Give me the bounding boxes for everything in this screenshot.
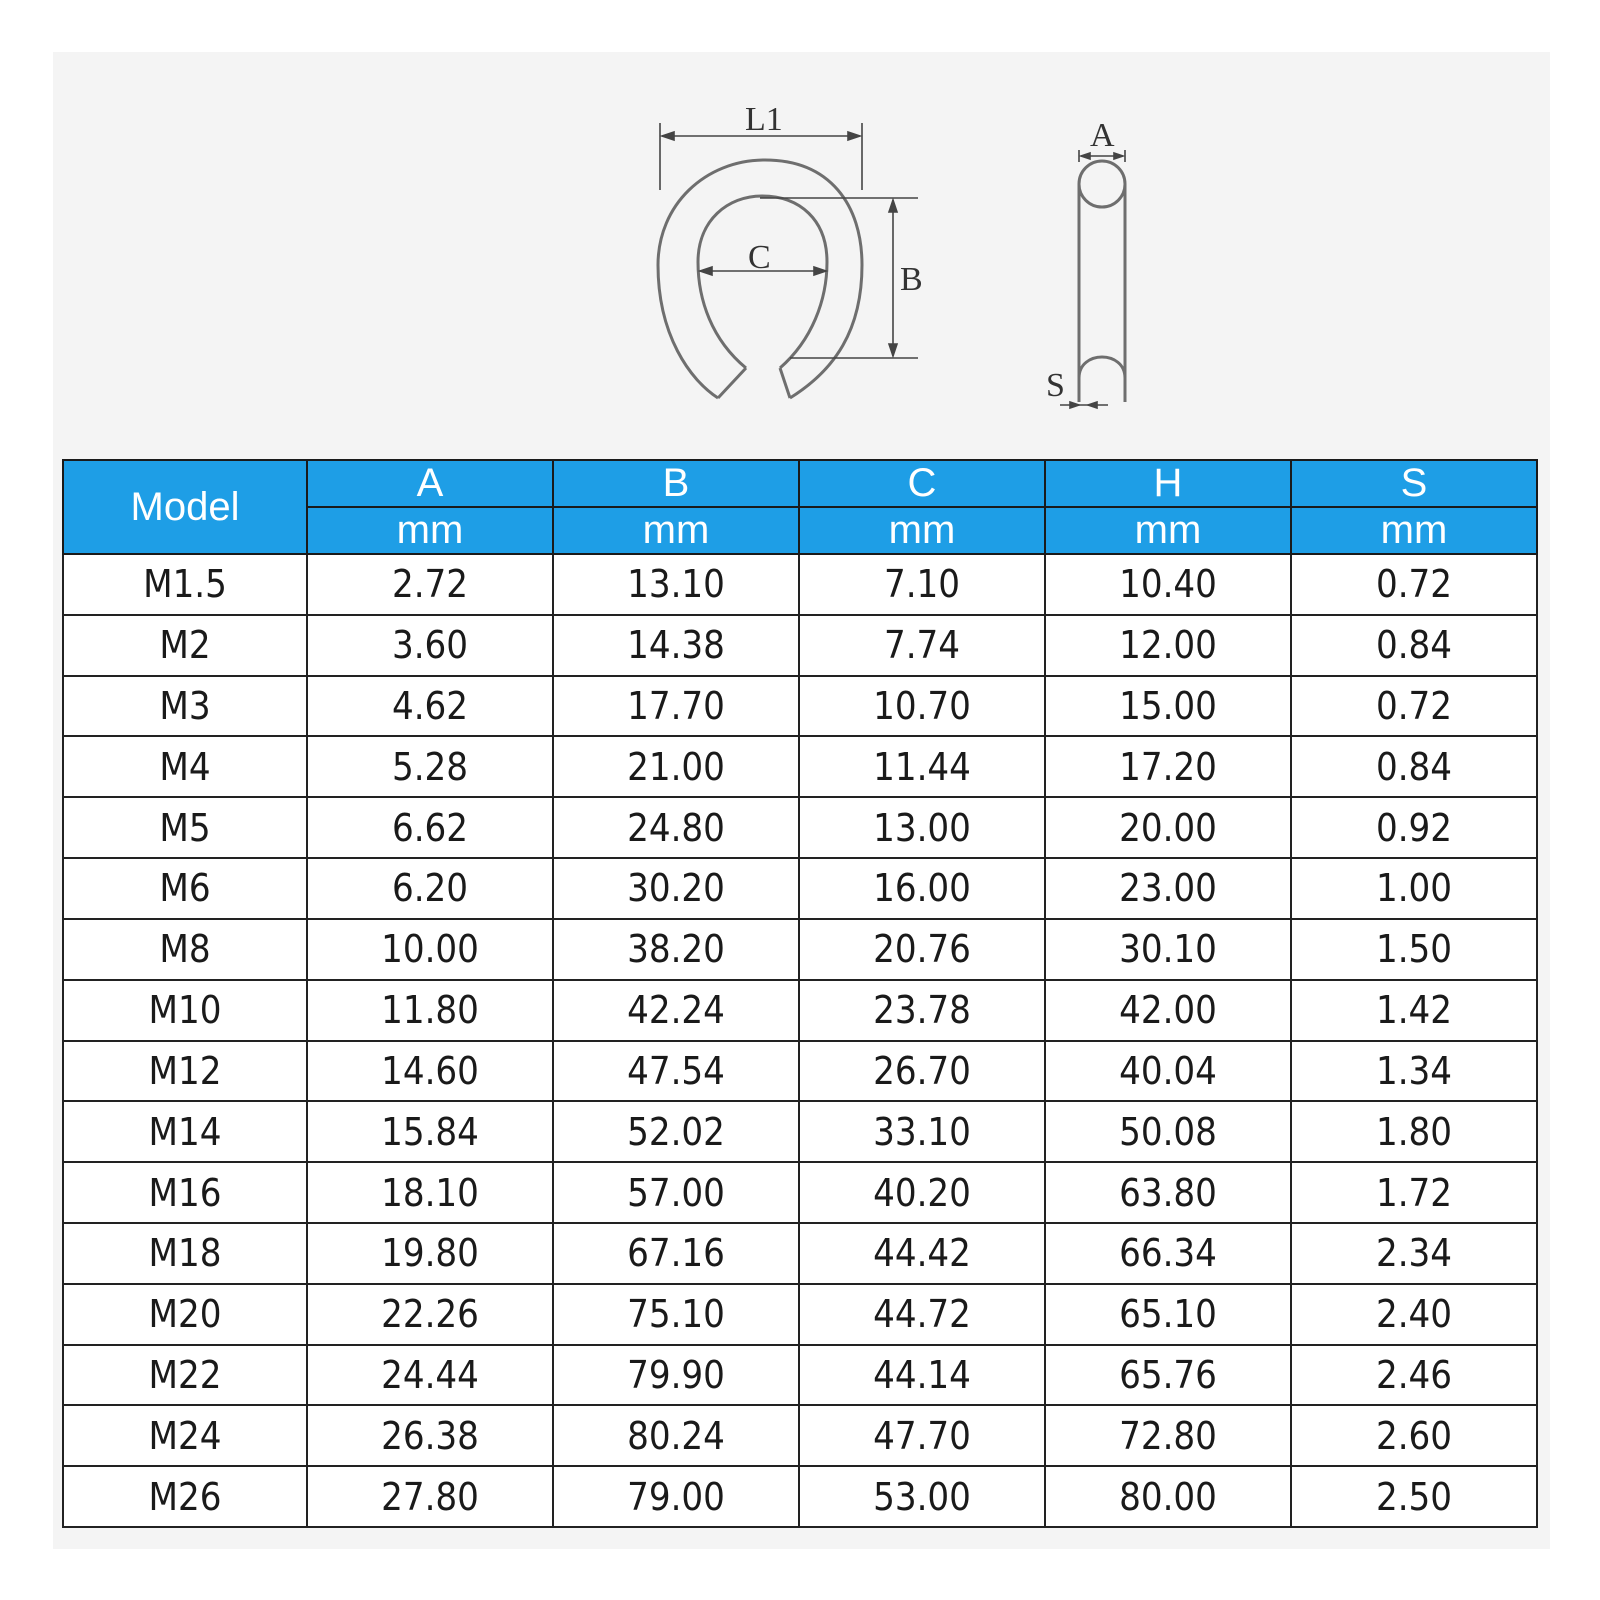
table-header bbox=[63, 460, 1537, 554]
b-cell: 13.10 bbox=[553, 554, 799, 615]
c-cell: 20.76 bbox=[799, 919, 1045, 980]
c-cell: 40.20 bbox=[799, 1162, 1045, 1223]
c-cell: 44.72 bbox=[799, 1284, 1045, 1345]
table-row bbox=[63, 797, 1537, 858]
c-cell: 33.10 bbox=[799, 1101, 1045, 1162]
s-cell: 0.84 bbox=[1291, 615, 1537, 676]
a-cell: 18.10 bbox=[307, 1162, 553, 1223]
b-cell: 75.10 bbox=[553, 1284, 799, 1345]
table-row bbox=[63, 1162, 1537, 1223]
a-cell: 10.00 bbox=[307, 919, 553, 980]
a-cell: 19.80 bbox=[307, 1223, 553, 1284]
header-row-names bbox=[63, 460, 1537, 507]
c-cell: 7.74 bbox=[799, 615, 1045, 676]
s-cell: 1.80 bbox=[1291, 1101, 1537, 1162]
ring-front-view bbox=[658, 160, 862, 398]
table-row bbox=[63, 736, 1537, 797]
s-cell: 2.46 bbox=[1291, 1345, 1537, 1406]
s-cell: 0.72 bbox=[1291, 554, 1537, 615]
table-row bbox=[63, 615, 1537, 676]
model-cell: M2 bbox=[63, 615, 307, 676]
h-cell: 66.34 bbox=[1045, 1223, 1291, 1284]
ring-side-view bbox=[1079, 161, 1125, 402]
a-cell: 5.28 bbox=[307, 736, 553, 797]
column-header-a: A bbox=[307, 460, 553, 507]
label-a: A bbox=[1090, 117, 1115, 154]
b-cell: 79.00 bbox=[553, 1466, 799, 1527]
b-cell: 14.38 bbox=[553, 615, 799, 676]
model-cell: M1.5 bbox=[63, 554, 307, 615]
c-cell: 44.42 bbox=[799, 1223, 1045, 1284]
h-cell: 42.00 bbox=[1045, 980, 1291, 1041]
a-cell: 4.62 bbox=[307, 676, 553, 737]
a-cell: 24.44 bbox=[307, 1345, 553, 1406]
table-row bbox=[63, 1466, 1537, 1527]
model-cell: M26 bbox=[63, 1466, 307, 1527]
ring-dimension-diagram bbox=[0, 0, 1600, 440]
h-cell: 40.04 bbox=[1045, 1041, 1291, 1102]
a-cell: 22.26 bbox=[307, 1284, 553, 1345]
b-cell: 30.20 bbox=[553, 858, 799, 919]
s-cell: 1.42 bbox=[1291, 980, 1537, 1041]
table-row bbox=[63, 858, 1537, 919]
model-cell: M10 bbox=[63, 980, 307, 1041]
c-cell: 23.78 bbox=[799, 980, 1045, 1041]
s-cell: 2.60 bbox=[1291, 1405, 1537, 1466]
b-cell: 42.24 bbox=[553, 980, 799, 1041]
s-cell: 1.50 bbox=[1291, 919, 1537, 980]
table-row bbox=[63, 1041, 1537, 1102]
c-cell: 53.00 bbox=[799, 1466, 1045, 1527]
label-l1: L1 bbox=[745, 101, 783, 138]
h-cell: 12.00 bbox=[1045, 615, 1291, 676]
s-cell: 2.50 bbox=[1291, 1466, 1537, 1527]
model-cell: M24 bbox=[63, 1405, 307, 1466]
model-cell: M4 bbox=[63, 736, 307, 797]
c-cell: 13.00 bbox=[799, 797, 1045, 858]
s-cell: 1.34 bbox=[1291, 1041, 1537, 1102]
model-cell: M3 bbox=[63, 676, 307, 737]
h-cell: 20.00 bbox=[1045, 797, 1291, 858]
a-cell: 14.60 bbox=[307, 1041, 553, 1102]
table-row bbox=[63, 1345, 1537, 1406]
h-cell: 30.10 bbox=[1045, 919, 1291, 980]
b-cell: 17.70 bbox=[553, 676, 799, 737]
h-cell: 80.00 bbox=[1045, 1466, 1291, 1527]
model-cell: M20 bbox=[63, 1284, 307, 1345]
model-cell: M5 bbox=[63, 797, 307, 858]
h-cell: 72.80 bbox=[1045, 1405, 1291, 1466]
h-cell: 65.10 bbox=[1045, 1284, 1291, 1345]
c-cell: 11.44 bbox=[799, 736, 1045, 797]
h-cell: 23.00 bbox=[1045, 858, 1291, 919]
table-row bbox=[63, 676, 1537, 737]
column-header-b: B bbox=[553, 460, 799, 507]
b-cell: 52.02 bbox=[553, 1101, 799, 1162]
column-header-s: S bbox=[1291, 460, 1537, 507]
h-cell: 65.76 bbox=[1045, 1345, 1291, 1406]
s-cell: 0.84 bbox=[1291, 736, 1537, 797]
a-cell: 11.80 bbox=[307, 980, 553, 1041]
unit-header-b: mm bbox=[553, 507, 799, 554]
s-cell: 2.34 bbox=[1291, 1223, 1537, 1284]
table-row bbox=[63, 1101, 1537, 1162]
table-body bbox=[63, 554, 1537, 1527]
c-cell: 10.70 bbox=[799, 676, 1045, 737]
b-cell: 57.00 bbox=[553, 1162, 799, 1223]
model-cell: M14 bbox=[63, 1101, 307, 1162]
s-cell: 1.00 bbox=[1291, 858, 1537, 919]
c-cell: 47.70 bbox=[799, 1405, 1045, 1466]
a-cell: 26.38 bbox=[307, 1405, 553, 1466]
specification-table bbox=[62, 459, 1538, 1528]
unit-header-a: mm bbox=[307, 507, 553, 554]
label-s: S bbox=[1046, 367, 1065, 404]
s-cell: 0.92 bbox=[1291, 797, 1537, 858]
dimension-lines bbox=[660, 123, 918, 358]
a-cell: 6.62 bbox=[307, 797, 553, 858]
column-header-h: H bbox=[1045, 460, 1291, 507]
table-row bbox=[63, 980, 1537, 1041]
c-cell: 26.70 bbox=[799, 1041, 1045, 1102]
b-cell: 80.24 bbox=[553, 1405, 799, 1466]
label-c: C bbox=[748, 239, 771, 276]
b-cell: 79.90 bbox=[553, 1345, 799, 1406]
model-cell: M18 bbox=[63, 1223, 307, 1284]
h-cell: 50.08 bbox=[1045, 1101, 1291, 1162]
c-cell: 7.10 bbox=[799, 554, 1045, 615]
model-cell: M16 bbox=[63, 1162, 307, 1223]
unit-header-c: mm bbox=[799, 507, 1045, 554]
b-cell: 21.00 bbox=[553, 736, 799, 797]
side-dimension-lines bbox=[1060, 150, 1125, 408]
b-cell: 47.54 bbox=[553, 1041, 799, 1102]
model-cell: M6 bbox=[63, 858, 307, 919]
a-cell: 3.60 bbox=[307, 615, 553, 676]
s-cell: 2.40 bbox=[1291, 1284, 1537, 1345]
table-row bbox=[63, 554, 1537, 615]
label-b: B bbox=[900, 261, 923, 298]
a-cell: 6.20 bbox=[307, 858, 553, 919]
h-cell: 10.40 bbox=[1045, 554, 1291, 615]
model-cell: M22 bbox=[63, 1345, 307, 1406]
a-cell: 2.72 bbox=[307, 554, 553, 615]
s-cell: 0.72 bbox=[1291, 676, 1537, 737]
b-cell: 38.20 bbox=[553, 919, 799, 980]
model-cell: M8 bbox=[63, 919, 307, 980]
h-cell: 63.80 bbox=[1045, 1162, 1291, 1223]
model-header: Model bbox=[63, 460, 307, 554]
b-cell: 67.16 bbox=[553, 1223, 799, 1284]
table-row bbox=[63, 919, 1537, 980]
h-cell: 17.20 bbox=[1045, 736, 1291, 797]
unit-header-h: mm bbox=[1045, 507, 1291, 554]
unit-header-s: mm bbox=[1291, 507, 1537, 554]
h-cell: 15.00 bbox=[1045, 676, 1291, 737]
c-cell: 16.00 bbox=[799, 858, 1045, 919]
table-row bbox=[63, 1284, 1537, 1345]
s-cell: 1.72 bbox=[1291, 1162, 1537, 1223]
b-cell: 24.80 bbox=[553, 797, 799, 858]
table-row bbox=[63, 1405, 1537, 1466]
table-row bbox=[63, 1223, 1537, 1284]
a-cell: 15.84 bbox=[307, 1101, 553, 1162]
c-cell: 44.14 bbox=[799, 1345, 1045, 1406]
a-cell: 27.80 bbox=[307, 1466, 553, 1527]
column-header-c: C bbox=[799, 460, 1045, 507]
model-cell: M12 bbox=[63, 1041, 307, 1102]
